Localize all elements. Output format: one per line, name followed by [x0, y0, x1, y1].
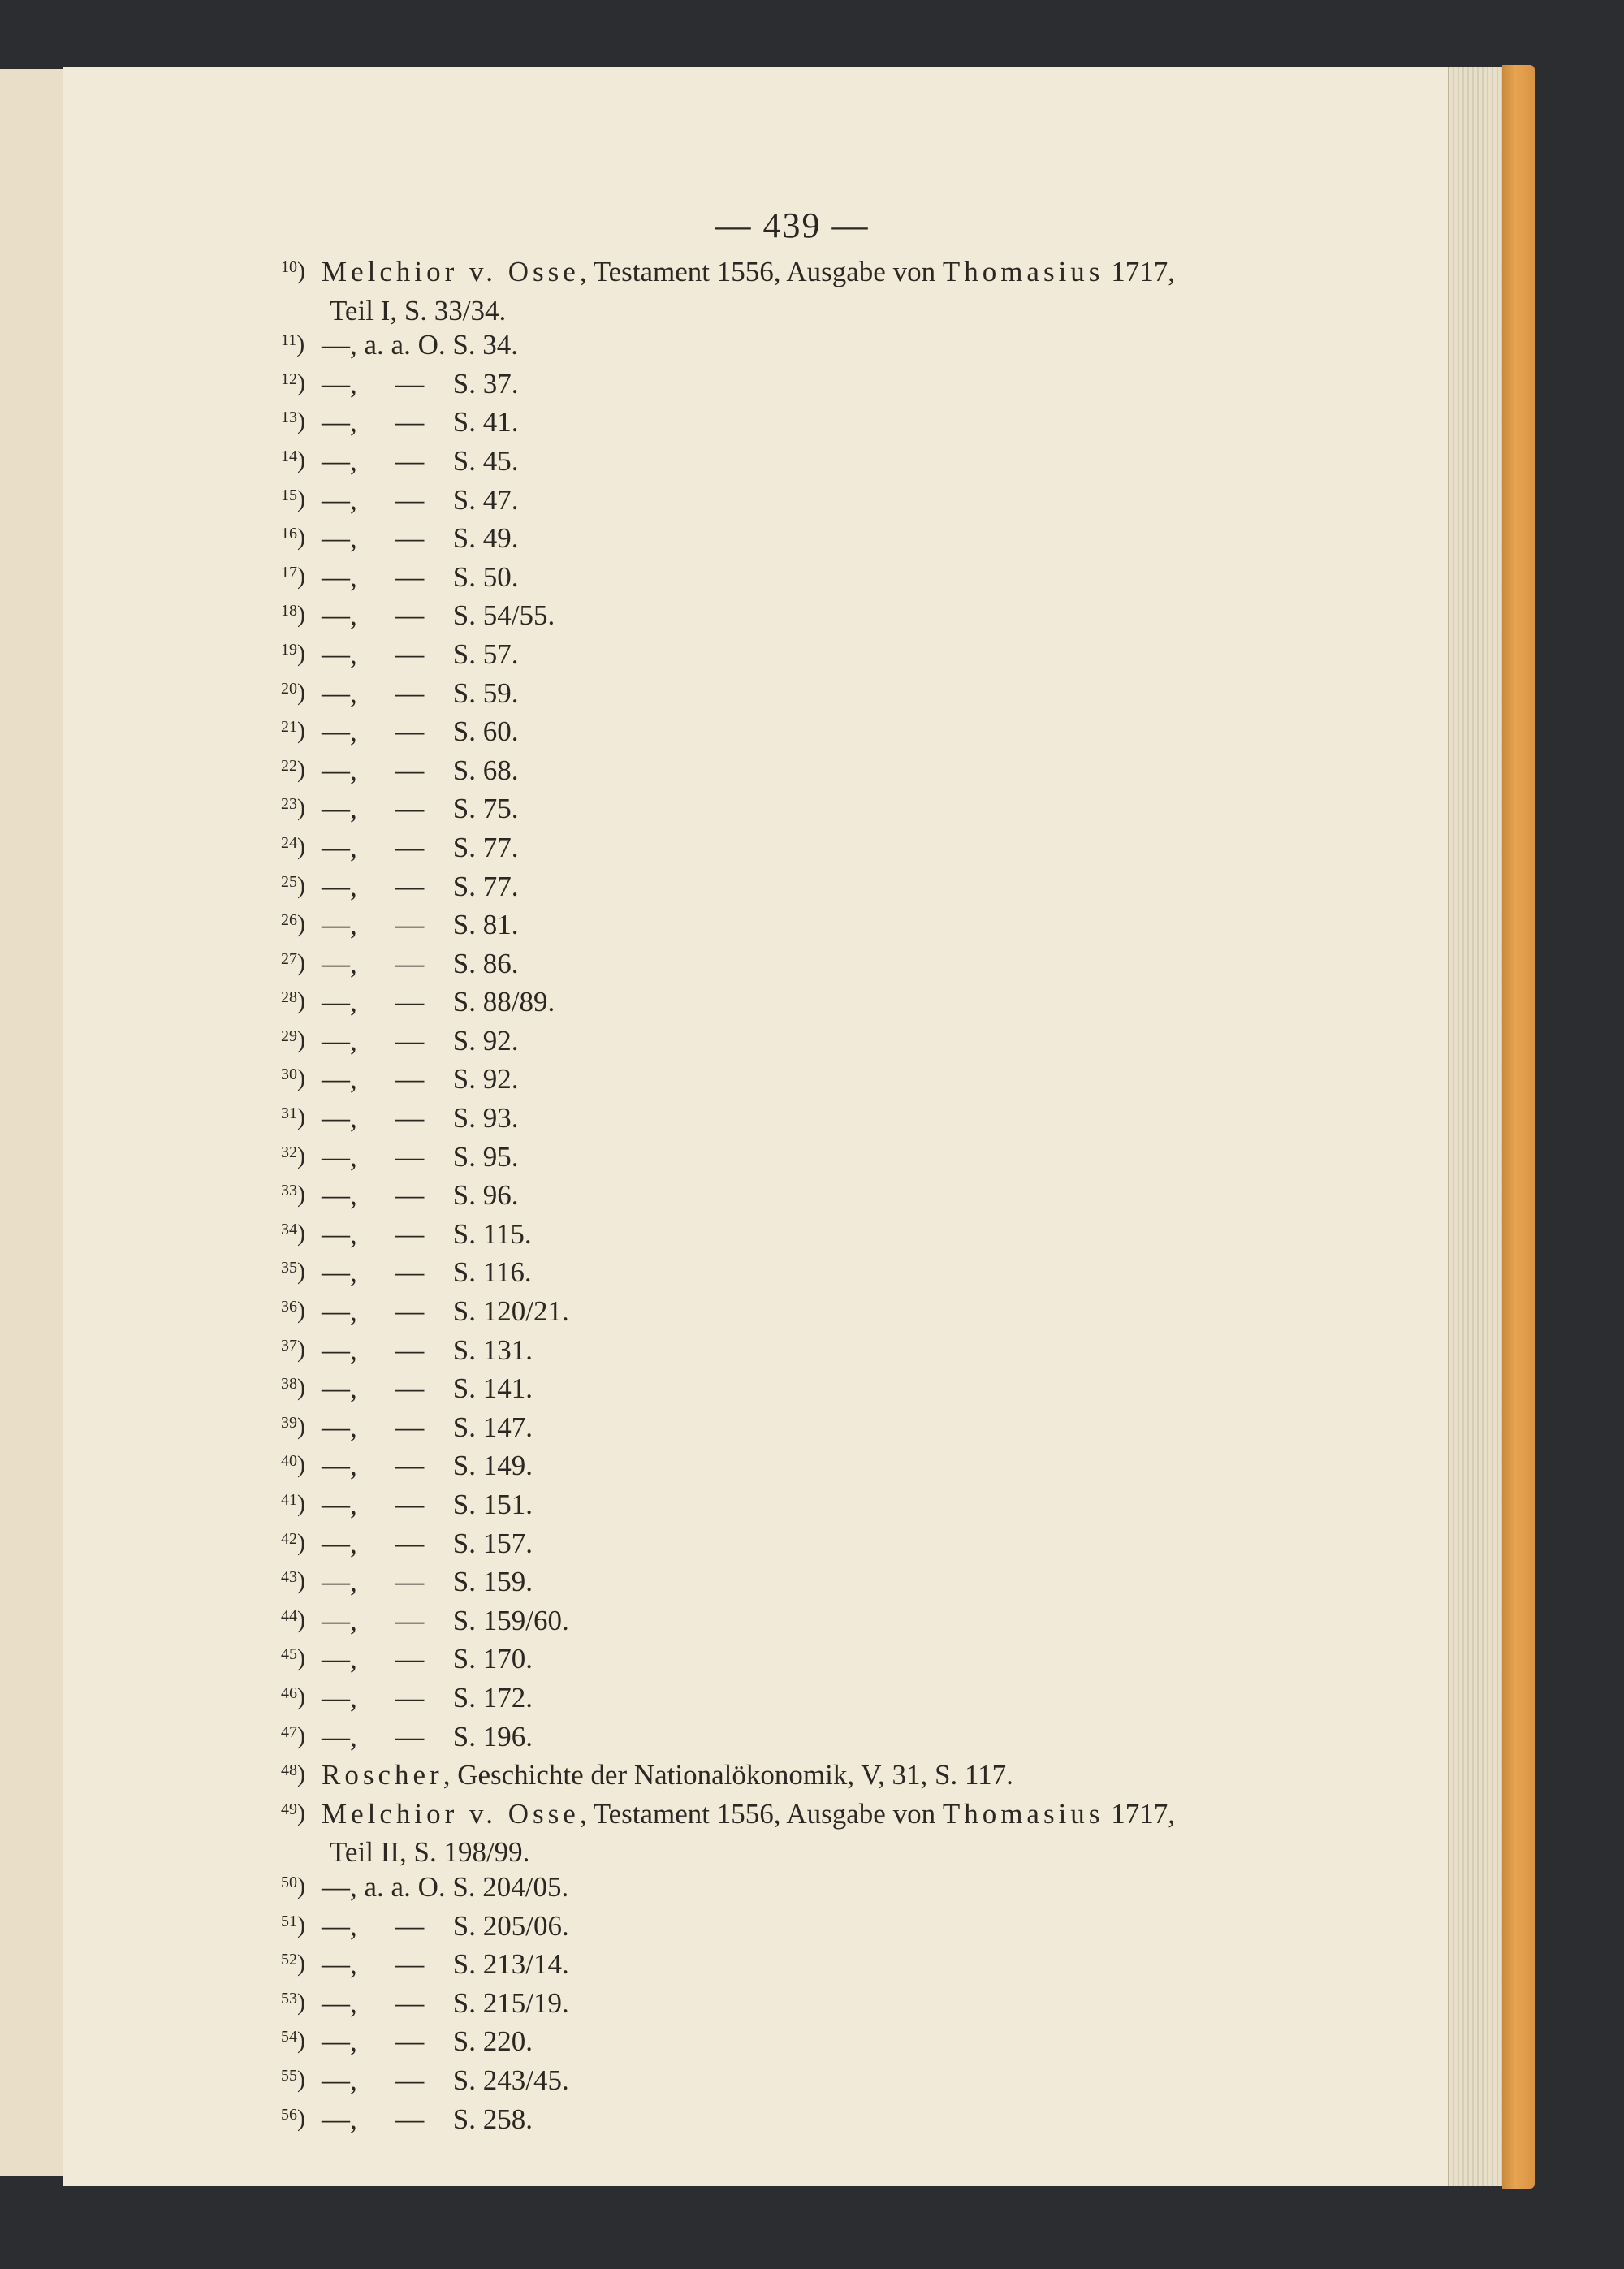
ditto-mark: — — [395, 1720, 425, 1753]
ditto-mark: — — [395, 444, 425, 477]
footnote-number: 52 ) — [281, 1940, 322, 1977]
footnote-text — [322, 2025, 533, 2059]
citation-text: —, — [322, 1179, 357, 1212]
citation-text: —, — [322, 637, 357, 670]
footnote-number: 16 ) — [281, 514, 322, 551]
citation-text: —, — [322, 2025, 357, 2058]
citation-text: —, — [322, 1333, 357, 1366]
footnote-number: 34 ) — [281, 1210, 322, 1247]
footnote-number: 42 ) — [281, 1519, 322, 1557]
footnote-text — [322, 870, 518, 905]
citation-text: —, — [322, 676, 357, 709]
footnote — [281, 1720, 1385, 1759]
footnote-text — [322, 754, 518, 789]
ditto-mark: — — [395, 2064, 425, 2096]
ditto-mark: — — [395, 483, 425, 516]
footnote — [281, 908, 1385, 947]
ditto-mark: — — [395, 522, 425, 555]
footnote-text — [322, 1870, 568, 1905]
footnote-number: 21 ) — [281, 707, 322, 745]
page-number: — 439 — — [715, 205, 870, 245]
ditto-mark: — — [395, 793, 425, 825]
footnote-text — [322, 560, 518, 595]
footnote — [281, 521, 1385, 560]
ditto-mark: — — [395, 1333, 425, 1366]
citation-text: —, — [322, 1372, 357, 1405]
citation-text: —, — [322, 1986, 357, 2019]
footnote-number: 28 ) — [281, 978, 322, 1015]
ditto-mark: — — [395, 1063, 425, 1096]
citation-text: —, — [322, 2064, 357, 2096]
page-reference: S. 120/21. — [452, 1295, 569, 1328]
citation-text: —, — [322, 1681, 357, 1714]
footnote-text — [322, 715, 518, 750]
footnote-text — [322, 599, 555, 633]
page-reference: S. 92. — [452, 1024, 519, 1057]
page-reference: S. 45. — [452, 444, 519, 477]
footnote — [281, 831, 1385, 870]
footnote-number: 19 ) — [281, 630, 322, 668]
footnote-number: 44 ) — [281, 1597, 322, 1634]
footnote — [281, 985, 1385, 1024]
footnote — [281, 1411, 1385, 1450]
footnote-text — [322, 1372, 533, 1407]
editor-name: Thomasius — [942, 256, 1104, 287]
footnote-text — [322, 1294, 569, 1329]
page-reference: S. 141. — [452, 1372, 533, 1405]
footnote-text — [322, 1101, 518, 1136]
ditto-mark: — — [395, 1179, 425, 1212]
page-reference: S. 157. — [452, 1527, 533, 1559]
footnote — [281, 870, 1385, 909]
page-reference: S. 170. — [452, 1643, 533, 1675]
footnote-number: 51 ) — [281, 1902, 322, 1939]
ditto-mark: — — [395, 831, 425, 863]
page-reference: S. 172. — [452, 1681, 533, 1714]
author-name: Roscher — [322, 1759, 443, 1791]
footnote — [281, 676, 1385, 715]
footnote-number: 46 ) — [281, 1674, 322, 1711]
page-reference: S. 95. — [452, 1140, 519, 1173]
footnote — [281, 1372, 1385, 1411]
footnote-number: 35 ) — [281, 1248, 322, 1286]
footnote-text — [322, 1140, 518, 1175]
footnote-number: 26 ) — [281, 901, 322, 938]
ditto-mark: — — [395, 1948, 425, 1981]
page-reference: S. 92. — [452, 1063, 519, 1096]
footnote-text — [322, 1565, 533, 1600]
footnote-text — [322, 521, 518, 556]
footnote-number: 56 ) — [281, 2095, 322, 2133]
footnote-number: 41 ) — [281, 1480, 322, 1518]
footnote-number: 38 ) — [281, 1364, 322, 1402]
footnote — [281, 1986, 1385, 2025]
footnote-text — [322, 1527, 533, 1562]
footnote — [281, 405, 1385, 444]
citation-text: —, — [322, 909, 357, 941]
citation-text: —, — [322, 522, 357, 555]
footnote-number: 45 ) — [281, 1635, 322, 1672]
ditto-mark: — — [395, 367, 425, 400]
author-name: Melchior v. Osse — [322, 256, 580, 287]
citation-tail: 1717, — [1104, 1797, 1175, 1830]
footnote — [281, 328, 1385, 367]
page-reference: S. 41. — [452, 406, 519, 439]
page-reference: S. 86. — [452, 947, 519, 979]
footnote-list — [281, 255, 1385, 2141]
page-reference: S. 215/19. — [452, 1986, 569, 2019]
citation-text: —, — [322, 1720, 357, 1753]
ditto-mark: — — [395, 1024, 425, 1057]
citation-text: —, — [322, 1024, 357, 1057]
ditto-mark: — — [395, 637, 425, 670]
footnote-number: 33 ) — [281, 1171, 322, 1208]
footnote — [281, 2025, 1385, 2064]
page-reference: S. 57. — [452, 637, 519, 670]
footnote-text — [322, 985, 555, 1020]
footnote — [281, 2064, 1385, 2103]
citation-text: , Geschichte der Nationalökonomik, V, 31, S. 117. — [443, 1759, 1013, 1791]
footnote-text — [322, 483, 518, 518]
ditto-mark: — — [395, 1909, 425, 1942]
footnote — [281, 1062, 1385, 1101]
footnote-number: 22 ) — [281, 746, 322, 784]
page-reference: S. 88/89. — [452, 986, 555, 1018]
footnote-text — [322, 792, 518, 827]
page-reference: S. 50. — [452, 560, 519, 593]
footnote-text — [322, 1488, 533, 1523]
ditto-mark: — — [395, 1372, 425, 1405]
footnote-number: 20 ) — [281, 669, 322, 707]
citation-text: —, — [322, 1411, 357, 1443]
footnote — [281, 367, 1385, 406]
footnote-number: 43 ) — [281, 1558, 322, 1595]
citation-text: —, — [322, 1643, 357, 1675]
footnote — [281, 599, 1385, 637]
footnote-number: 12 ) — [281, 360, 322, 397]
footnote — [281, 1294, 1385, 1333]
footnote-continuation: Teil II, S. 198/99. — [330, 1836, 530, 1869]
ditto-mark: — — [395, 560, 425, 593]
page-reference: S. 77. — [452, 831, 519, 863]
page-reference: S. 243/45. — [452, 2064, 569, 2096]
footnote-number: 40 ) — [281, 1441, 322, 1479]
footnote-number: 10 ) — [281, 248, 322, 285]
citation-text: —, a. a. O. S. 204/05. — [322, 1870, 569, 1903]
footnote-text — [322, 1449, 533, 1484]
facing-page-edge — [0, 69, 65, 2176]
footnote-text — [322, 1411, 533, 1446]
citation-text: —, a. a. O. S. 34. — [322, 329, 519, 361]
footnote-text — [322, 405, 518, 440]
ditto-mark: — — [395, 1217, 425, 1250]
footnote-text — [322, 2064, 569, 2098]
footnote-text — [322, 367, 518, 402]
footnote — [281, 560, 1385, 599]
footnote-text — [322, 1178, 518, 1213]
footnote — [281, 637, 1385, 676]
page-reference: S. 196. — [452, 1720, 533, 1753]
footnote-text — [322, 637, 518, 672]
page-reference: S. 159. — [452, 1566, 533, 1598]
footnote-number: 39 ) — [281, 1403, 322, 1441]
page-reference: S. 60. — [452, 715, 519, 748]
footnote — [281, 1178, 1385, 1217]
footnote-text — [322, 1256, 532, 1290]
citation-text: —, — [322, 367, 357, 400]
citation-text: —, — [322, 1102, 357, 1134]
footnote-text — [322, 947, 518, 982]
citation-text: —, — [322, 986, 357, 1018]
citation-text: —, — [322, 1489, 357, 1520]
footnote-number: 49 ) — [281, 1790, 322, 1827]
ditto-mark: — — [395, 986, 425, 1018]
footnote — [281, 1565, 1385, 1604]
footnote-text — [322, 1909, 569, 1944]
book-cover-edge — [1502, 65, 1535, 2189]
citation-text: —, — [322, 1527, 357, 1559]
ditto-mark: — — [395, 2103, 425, 2135]
footnote-number: 14 ) — [281, 437, 322, 474]
citation-text: , Testament 1556, Ausgabe von — [579, 256, 943, 287]
citation-text: —, — [322, 1909, 357, 1942]
footnote-number: 55 ) — [281, 2056, 322, 2094]
footnote — [281, 1101, 1385, 1140]
footnote — [281, 2103, 1385, 2142]
footnote — [281, 1333, 1385, 1372]
footnote — [281, 1642, 1385, 1681]
footnote-number: 13 ) — [281, 398, 322, 435]
ditto-mark: — — [395, 1986, 425, 2019]
citation-text: —, — [322, 2103, 357, 2135]
footnote — [281, 1947, 1385, 1986]
ditto-mark: — — [395, 599, 425, 632]
page-reference: S. 81. — [452, 909, 519, 941]
page-reference: S. 77. — [452, 870, 519, 902]
footnote-number: 31 ) — [281, 1094, 322, 1131]
footnote-text — [322, 1642, 533, 1677]
footnote-text — [322, 1681, 533, 1716]
footnote-text — [322, 908, 518, 943]
footnote — [281, 792, 1385, 831]
citation-text: —, — [322, 1450, 357, 1482]
footnote-text — [322, 1217, 532, 1252]
footnote — [281, 1488, 1385, 1527]
ditto-mark: — — [395, 1527, 425, 1559]
footnote — [281, 947, 1385, 986]
citation-text: —, — [322, 947, 357, 979]
ditto-mark: — — [395, 1256, 425, 1289]
footnote — [281, 1909, 1385, 1948]
footnote-number: 23 ) — [281, 784, 322, 822]
footnote-text — [322, 1333, 533, 1368]
page-reference: S. 75. — [452, 793, 519, 825]
footnote — [281, 444, 1385, 483]
ditto-mark: — — [395, 1295, 425, 1328]
footnote-number: 29 ) — [281, 1017, 322, 1054]
footnote — [281, 715, 1385, 754]
ditto-mark: — — [395, 1489, 425, 1520]
ditto-mark: — — [395, 1643, 425, 1675]
footnote-number: 18 ) — [281, 591, 322, 629]
page-reference: S. 213/14. — [452, 1948, 569, 1981]
citation-text: —, — [322, 754, 357, 786]
footnote — [281, 1604, 1385, 1643]
citation-text: —, — [322, 831, 357, 863]
footnote-number: 25 ) — [281, 862, 322, 900]
citation-text: —, — [322, 1140, 357, 1173]
ditto-mark: — — [395, 1411, 425, 1443]
ditto-mark: — — [395, 1566, 425, 1598]
editor-name: Thomasius — [942, 1797, 1104, 1830]
citation-tail: 1717, — [1104, 256, 1175, 287]
footnote-number: 37 ) — [281, 1326, 322, 1364]
footnote — [281, 1870, 1385, 1909]
footnote-number: 36 ) — [281, 1287, 322, 1325]
page-reference: S. 159/60. — [452, 1604, 569, 1636]
ditto-mark: — — [395, 2025, 425, 2058]
ditto-mark: — — [395, 1681, 425, 1714]
ditto-mark: — — [395, 1604, 425, 1636]
footnote — [281, 1527, 1385, 1566]
citation-text: —, — [322, 1948, 357, 1981]
footnote-text — [322, 255, 1175, 290]
footnote — [281, 483, 1385, 522]
author-name: Melchior v. Osse — [322, 1797, 580, 1830]
footnote-text — [322, 2103, 533, 2137]
ditto-mark: — — [395, 406, 425, 439]
ditto-mark: — — [395, 1102, 425, 1134]
page-reference: S. 205/06. — [452, 1909, 569, 1942]
citation-text: —, — [322, 715, 357, 748]
footnote-text — [322, 328, 518, 363]
footnote-text — [322, 1604, 569, 1639]
footnote-text — [322, 1720, 533, 1755]
citation-text: —, — [322, 599, 357, 632]
page-reference: S. 54/55. — [452, 599, 555, 632]
footnote-number: 50 ) — [281, 1863, 322, 1900]
page-reference: S. 93. — [452, 1102, 519, 1134]
footnote-number: 24 ) — [281, 823, 322, 861]
footnote-number: 54 ) — [281, 2017, 322, 2055]
citation-text: —, — [322, 1256, 357, 1289]
page-reference: S. 47. — [452, 483, 519, 516]
footnote-text — [322, 1797, 1175, 1832]
footnote-text — [322, 1024, 518, 1059]
page-reference: S. 149. — [452, 1450, 533, 1482]
footnote — [281, 1681, 1385, 1720]
footnote — [281, 255, 1385, 294]
ditto-mark: — — [395, 947, 425, 979]
footnote-text — [322, 676, 518, 711]
page-reference: S. 147. — [452, 1411, 533, 1443]
book-page — [63, 67, 1521, 2186]
citation-text: —, — [322, 406, 357, 439]
footnote-number: 47 ) — [281, 1713, 322, 1750]
ditto-mark: — — [395, 909, 425, 941]
footnote-text — [322, 831, 518, 866]
page-reference: S. 131. — [452, 1333, 533, 1366]
footnote-number: 32 ) — [281, 1133, 322, 1170]
ditto-mark: — — [395, 1450, 425, 1482]
citation-text: , Testament 1556, Ausgabe von — [579, 1797, 943, 1830]
citation-text: —, — [322, 560, 357, 593]
footnote — [281, 1217, 1385, 1256]
page-reference: S. 220. — [452, 2025, 533, 2058]
footnote — [281, 1256, 1385, 1294]
footnote — [281, 1024, 1385, 1063]
footnote — [281, 1797, 1385, 1836]
footnote-number: 30 ) — [281, 1055, 322, 1092]
footnote-continuation: Teil I, S. 33/34. — [330, 294, 507, 326]
footnote — [281, 1140, 1385, 1179]
citation-text: —, — [322, 1604, 357, 1636]
footnote-number: 53 ) — [281, 1979, 322, 2016]
page-reference: S. 96. — [452, 1179, 519, 1212]
ditto-mark: — — [395, 754, 425, 786]
footnote-text — [322, 1986, 569, 2021]
footnote — [281, 754, 1385, 793]
page-reference: S. 115. — [452, 1217, 532, 1250]
page-reference: S. 37. — [452, 367, 519, 400]
page-reference: S. 59. — [452, 676, 519, 709]
ditto-mark: — — [395, 715, 425, 748]
footnote-text — [322, 1758, 1013, 1793]
citation-text: —, — [322, 793, 357, 825]
footnote — [281, 1758, 1385, 1797]
citation-text: —, — [322, 444, 357, 477]
ditto-mark: — — [395, 1140, 425, 1173]
ditto-mark: — — [395, 870, 425, 902]
footnote-number: 15 ) — [281, 476, 322, 513]
footnote-number: 17 ) — [281, 553, 322, 590]
footnote — [281, 1449, 1385, 1488]
footnote-number: 11 ) — [281, 321, 322, 358]
footnote-number: 48 ) — [281, 1751, 322, 1788]
page-reference: S. 116. — [452, 1256, 532, 1289]
citation-text: —, — [322, 1063, 357, 1096]
page-reference: S. 49. — [452, 522, 519, 555]
footnote-text — [322, 444, 518, 479]
page-reference: S. 68. — [452, 754, 519, 786]
citation-text: —, — [322, 1217, 357, 1250]
ditto-mark: — — [395, 676, 425, 709]
citation-text: —, — [322, 483, 357, 516]
footnote-text — [322, 1947, 569, 1982]
page-reference: S. 151. — [452, 1489, 533, 1520]
citation-text: —, — [322, 870, 357, 902]
footnote-number: 27 ) — [281, 940, 322, 977]
citation-text: —, — [322, 1295, 357, 1328]
citation-text: —, — [322, 1566, 357, 1598]
page-reference: S. 258. — [452, 2103, 533, 2135]
footnote-text — [322, 1062, 518, 1097]
